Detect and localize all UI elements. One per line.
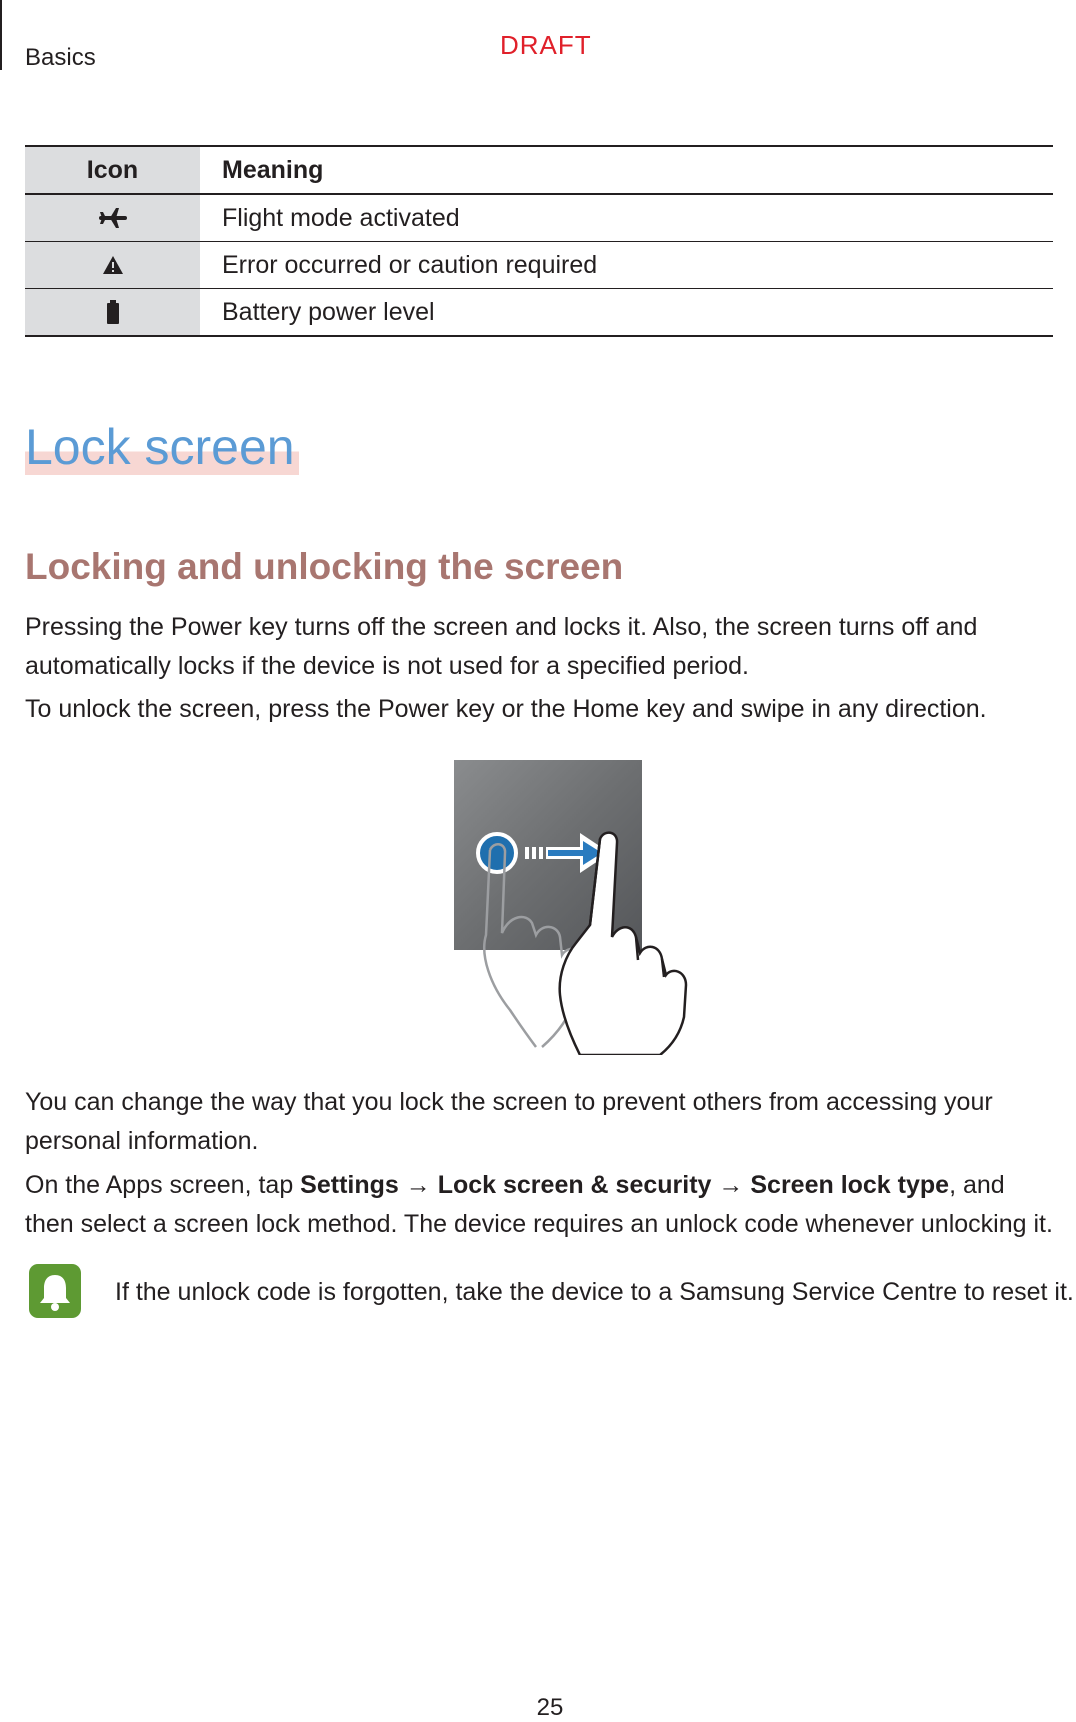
arrow-separator: → [711,1171,751,1199]
section-title-text: Lock screen [25,419,299,475]
paragraph-lock-settings [25,1166,1055,1244]
swipe-unlock-illustration [450,755,720,1055]
icon-column-header: Icon [25,146,200,194]
table-cell-meaning: Battery power level [200,289,1053,337]
airplane-icon [25,194,200,242]
bell-note-icon [27,1262,83,1320]
screen-lock-type-menu-path: Screen lock type [750,1171,950,1199]
draft-watermark: DRAFT [500,30,592,60]
table-header-row [25,146,1053,194]
table-cell-meaning: Flight mode activated [200,194,1053,242]
battery-icon [25,289,200,337]
table-row [25,289,1053,337]
icon-meaning-table [25,145,1053,337]
warning-icon [25,242,200,289]
settings-menu-path: Settings [300,1171,399,1199]
table-row [25,194,1053,242]
note-text: If the unlock code is forgotten, take the device to a Samsung Service Centre to reset it. [115,1278,1074,1306]
page-margin-rule [0,0,2,70]
unlock-circle [478,834,516,872]
paragraph-change-lock: You can change the way that you lock the screen to prevent others from accessing your personal information. [25,1088,993,1155]
table-row [25,242,1053,289]
page-number: 25 [536,1694,564,1721]
section-title [25,419,299,475]
p4-prefix: On the Apps screen, tap [25,1171,301,1199]
paragraph-power-key: Pressing the Power key turns off the screen and locks it. Also, the screen turns off and automatically locks if the device is not used for a specified period. [25,613,978,680]
running-header: Basics [25,44,96,71]
paragraph-unlock: To unlock the screen, press the Power key or the Home key and swipe in any direction. [25,695,987,723]
arrow-separator: → [398,1171,438,1199]
p4-suffix: , and then select a screen lock method. The device requires an unlock code whenever unlocking it. [25,1171,1053,1238]
subsection-title: Locking and unlocking the screen [25,546,624,587]
lock-screen-security-menu-path: Lock screen & security [437,1171,712,1199]
meaning-column-header: Meaning [200,146,1053,194]
table-cell-meaning: Error occurred or caution required [200,242,1053,289]
